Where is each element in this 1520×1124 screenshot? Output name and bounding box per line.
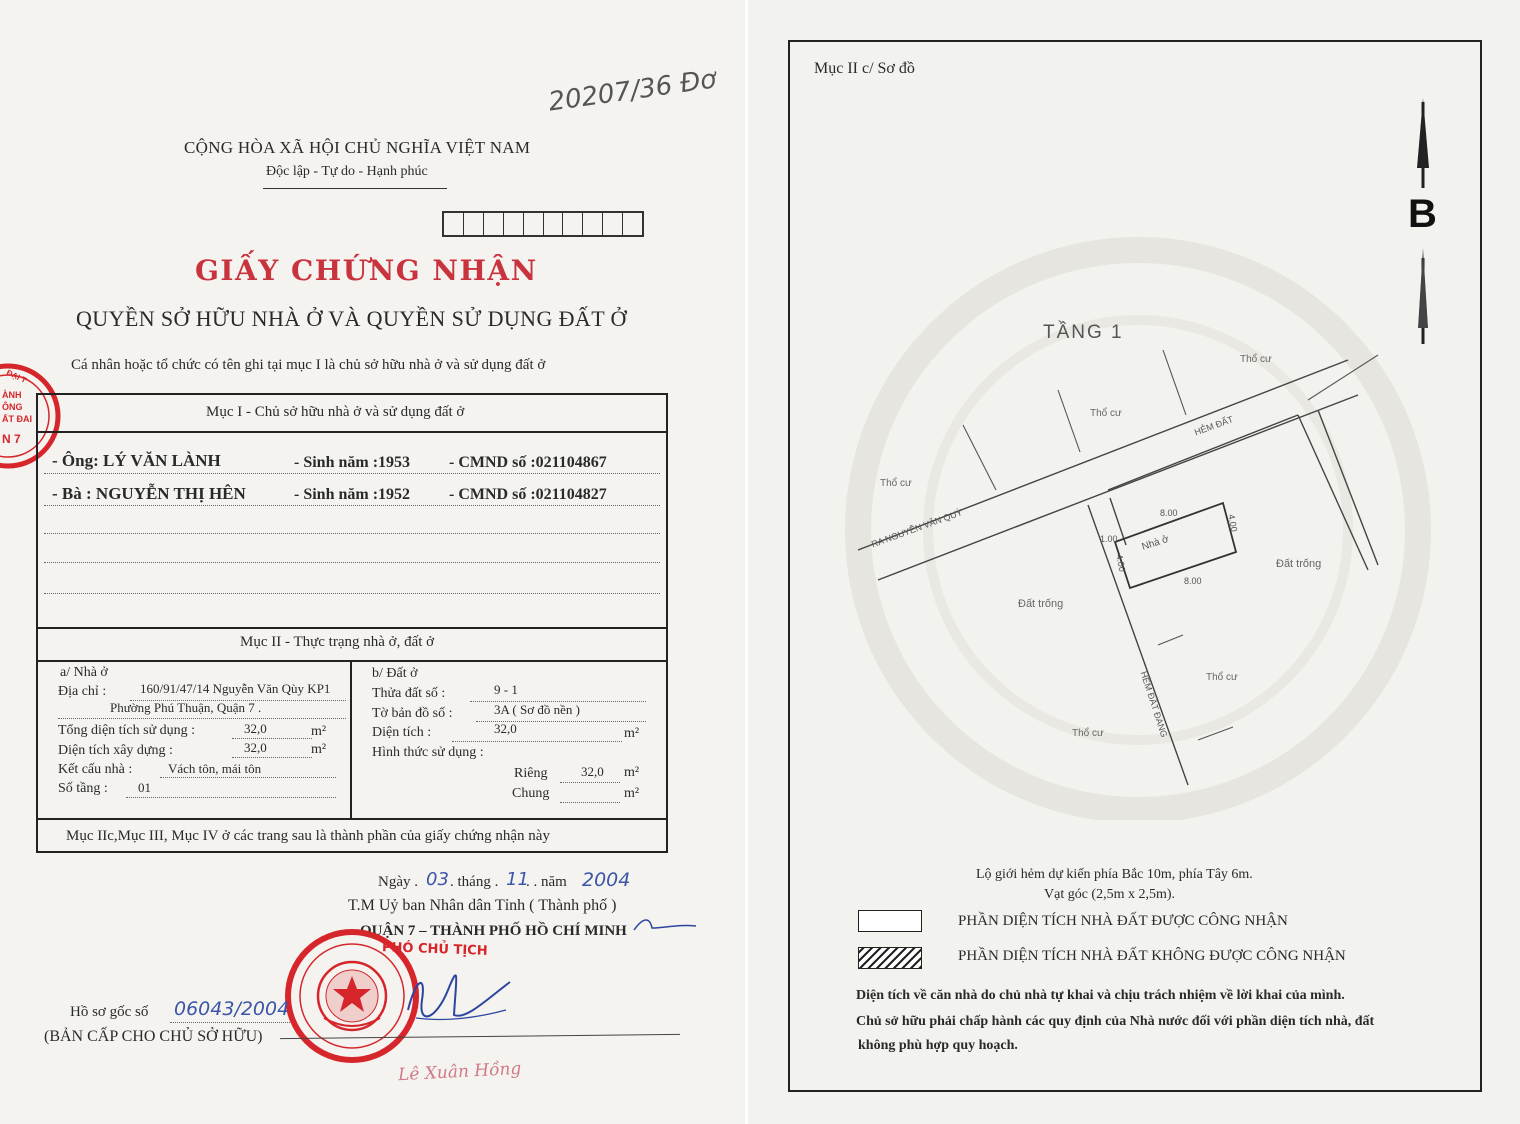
structure-label: Kết cấu nhà :: [58, 762, 133, 777]
stamp-text-3: ÔNG: [2, 402, 23, 412]
legend-recognized-swatch: [858, 910, 922, 932]
signing-role: PHÓ CHỦ TỊCH: [381, 940, 488, 959]
dim-top: 8.00: [1160, 508, 1178, 518]
owner1-id: - CMND số :021104867: [449, 454, 607, 471]
section2-top-divider: [38, 627, 666, 629]
diagram-section-label: Mục II c/ Sơ đồ: [814, 60, 915, 77]
land-area-label: Diện tích :: [372, 725, 432, 740]
certificate-front-page: [0, 0, 745, 1124]
parcel-value: 9 - 1: [494, 682, 518, 697]
disclaimer-line-3: không phù hợp quy hoạch.: [858, 1038, 1018, 1053]
dim-bottom: 8.00: [1184, 576, 1202, 586]
land-area-dotline: [452, 741, 622, 742]
date-month-label: . tháng .: [450, 874, 499, 890]
certificate-title: GIẤY CHỨNG NHẬN: [195, 254, 538, 287]
legend-recognized-label: PHẦN DIỆN TÍCH NHÀ ĐẤT ĐƯỢC CÔNG NHẬN: [958, 913, 1288, 929]
floors-value: 01: [138, 780, 151, 795]
stamp-text-2: ÀNH: [2, 390, 22, 400]
signature-tick: [630, 912, 700, 936]
shared-dotline: [560, 802, 620, 803]
structure-dotline: [160, 777, 336, 778]
house-heading: a/ Nhà ở: [60, 665, 108, 680]
floors-label: Số tầng :: [58, 781, 108, 796]
private-dotline: [560, 782, 620, 783]
date-year: 2004: [582, 869, 631, 891]
date-day-label: Ngày .: [378, 874, 418, 890]
label-empty-1: Đất trống: [1018, 598, 1064, 610]
handwritten-reference: 20207/36 Đơ: [546, 64, 719, 118]
owner1-dotline: [44, 473, 660, 474]
stamp-text-4: ẤT ĐAI: [2, 414, 32, 424]
usage-label: Hình thức sử dụng :: [372, 745, 484, 760]
section2-header: Mục II - Thực trạng nhà ở, đất ở: [240, 634, 435, 650]
address-value: 160/91/47/14 Nguyễn Văn Qùy KP1: [140, 681, 331, 696]
address2-dotline: [58, 718, 346, 719]
label-empty-2: Đất trống: [1276, 558, 1322, 570]
map-value: 3A ( Sơ đồ nền ): [494, 702, 580, 717]
section2-header-divider: [38, 660, 666, 662]
signature: [396, 960, 526, 1030]
certificate-diagram-page: [748, 0, 1520, 1124]
owner1-name: - Ông: LÝ VĂN LÀNH: [52, 451, 221, 470]
record-label: Hồ sơ gốc số: [70, 1004, 149, 1020]
section1-divider: [38, 431, 666, 433]
land-heading: b/ Đất ở: [372, 666, 418, 681]
private-label: Riêng: [514, 766, 548, 781]
blank-dotline-3: [44, 593, 660, 594]
label-thocu-2: Thổ cư: [1090, 408, 1122, 419]
dim-right: 4.00: [1226, 513, 1240, 533]
date-month: 11: [506, 869, 529, 890]
motto: Độc lập - Tự do - Hạnh phúc: [266, 164, 428, 179]
shared-label: Chung: [512, 786, 550, 801]
private-unit: m²: [624, 765, 640, 780]
national-title: CỘNG HÒA XÃ HỘI CHỦ NGHĨA VIỆT NAM: [184, 138, 531, 157]
dim-gap: 1.00: [1100, 534, 1118, 544]
stamp-text-1: ĐẠI T: [5, 368, 28, 385]
structure-value: Vách tôn, mái tôn: [168, 761, 262, 776]
built-area-value: 32,0: [244, 740, 267, 755]
note-line-2: Vạt góc (2,5m x 2,5m).: [1044, 887, 1176, 902]
stamp-text-5: N 7: [2, 432, 21, 446]
label-road: RA NGUYỄN VĂN QUỲ: [870, 507, 964, 550]
owner2-name: - Bà : NGUYỄN THỊ HÊN: [52, 484, 246, 503]
total-area-label: Tổng diện tích sử dụng :: [58, 723, 196, 738]
label-thocu-3: Thổ cư: [1240, 354, 1272, 365]
disclaimer-line-2: Chủ sở hữu phải chấp hành các quy định của Nhà nước đối với phần diện tích nhà, đất: [856, 1014, 1375, 1029]
built-area-dotline: [232, 757, 312, 758]
label-thocu-4: Thổ cư: [1206, 672, 1238, 683]
certificate-subtitle: QUYỀN SỞ HỮU NHÀ Ở VÀ QUYỀN SỬ DỤNG ĐẤT Ở: [76, 306, 627, 331]
private-value: 32,0: [581, 764, 604, 779]
owner2-id: - CMND số :021104827: [449, 486, 607, 503]
section2-bottom-divider: [38, 818, 666, 820]
motto-underline: [263, 188, 447, 189]
date-day: 03: [426, 869, 449, 890]
signing-authority: T.M Uỷ ban Nhân dân Tỉnh ( Thành phố ): [348, 897, 617, 914]
note-line-1: Lộ giới hẻm dự kiến phía Bắc 10m, phía Tây 6m.: [976, 867, 1253, 882]
map-label: Tờ bản đồ số :: [372, 706, 453, 721]
total-area-unit: m²: [311, 724, 327, 739]
section2-column-divider: [350, 660, 352, 818]
serial-number-boxes: [442, 211, 644, 237]
section1-header: Mục I - Chủ sở hữu nhà ở và sử dụng đất ở: [206, 404, 465, 420]
record-dotline: [170, 1022, 290, 1023]
intro-text: Cá nhân hoặc tổ chức có tên ghi tại mục I là chủ sở hữu nhà ở và sử dụng đất ở: [71, 357, 546, 373]
label-alley-top: HẺM ĐẤT: [1193, 414, 1235, 438]
footer-note: Mục IIc,Mục III, Mục IV ở các trang sau là thành phần của giấy chứng nhận này: [66, 828, 550, 844]
legend-unrecognized-label: PHẦN DIỆN TÍCH NHÀ ĐẤT KHÔNG ĐƯỢC CÔNG NHẬN: [958, 948, 1346, 964]
address-label: Địa chỉ :: [58, 684, 107, 699]
total-area-dotline: [232, 738, 312, 739]
disclaimer-line-1: Diện tích về căn nhà do chủ nhà tự khai và chịu trách nhiệm về lời khai của mình.: [856, 988, 1345, 1003]
total-area-value: 32,0: [244, 721, 267, 736]
north-label: B: [1408, 192, 1437, 236]
label-thocu-5: Thổ cư: [1072, 728, 1104, 739]
blank-dotline-1: [44, 533, 660, 534]
parcel-label: Thửa đất số :: [372, 686, 446, 701]
label-thocu-1: Thổ cư: [880, 478, 912, 489]
address-value-2: Phường Phú Thuận, Quận 7 .: [110, 700, 262, 715]
built-area-unit: m²: [311, 742, 327, 757]
date-year-label: . . năm: [526, 874, 567, 890]
owner2-birth: - Sinh năm :1952: [294, 486, 411, 503]
legend-unrecognized-swatch: [858, 947, 922, 969]
dim-left: 4.00: [1114, 553, 1128, 573]
owner1-birth: - Sinh năm :1953: [294, 454, 411, 471]
blank-dotline-2: [44, 562, 660, 563]
floor-label: TẦNG 1: [1043, 322, 1124, 343]
label-alley-side: HẺM ĐẤT ĐANG: [1138, 670, 1170, 739]
owner2-dotline: [44, 505, 660, 506]
built-area-label: Diện tích xây dựng :: [58, 743, 173, 758]
land-area-value: 32,0: [494, 721, 517, 736]
copy-note: (BẢN CẤP CHO CHỦ SỞ HỮU): [44, 1028, 263, 1045]
signing-district: QUẬN 7 – THÀNH PHỐ HỒ CHÍ MINH: [360, 923, 627, 939]
record-value: 06043/2004: [174, 998, 290, 1020]
land-area-unit: m²: [624, 726, 640, 741]
shared-unit: m²: [624, 786, 640, 801]
floors-dotline: [126, 797, 336, 798]
svg-text:Nhà ở: Nhà ở: [1140, 533, 1171, 553]
signer-name: Lê Xuân Hồng: [397, 1058, 522, 1086]
